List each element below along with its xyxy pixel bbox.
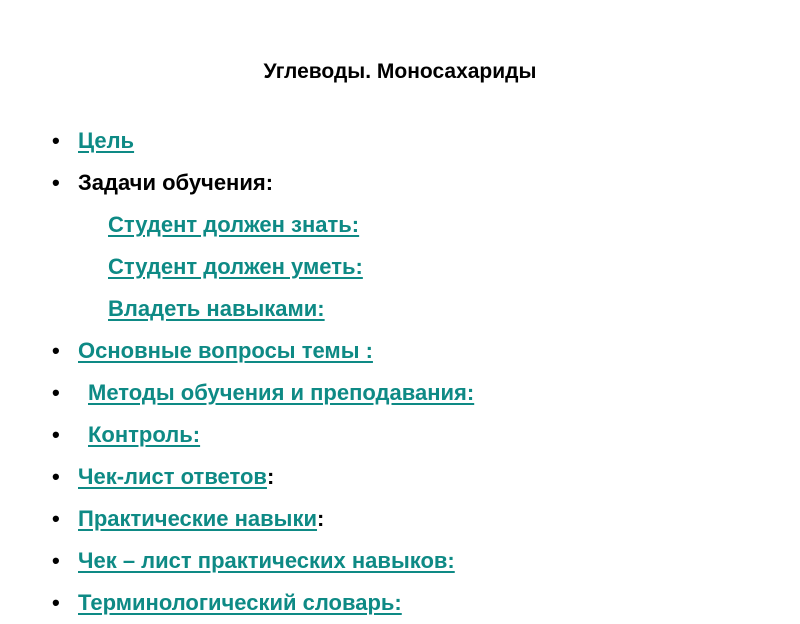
list-item-teaching-methods <box>52 372 772 414</box>
link-student-should-know[interactable]: Студент должен знать: <box>108 212 360 237</box>
list-item-control <box>52 414 772 456</box>
link-main-questions[interactable]: Основные вопросы темы : <box>78 338 373 363</box>
slide-title: Углеводы. Моносахариды <box>263 60 537 83</box>
list-item-glossary <box>52 582 772 624</box>
link-goal[interactable]: Цель <box>78 128 135 153</box>
list-item-goal <box>52 120 772 162</box>
bullet-icon: • <box>52 170 60 195</box>
bullet-icon: • <box>52 338 60 363</box>
list-item-skills-checklist <box>52 540 772 582</box>
list-item-practical-skills <box>52 498 772 540</box>
bullet-icon: • <box>52 506 60 531</box>
list-item-student-should-know <box>52 204 772 246</box>
link-control[interactable]: Контроль: <box>88 422 201 447</box>
list-item-main-questions <box>52 330 772 372</box>
link-student-should-be-able[interactable]: Студент должен уметь: <box>108 254 363 279</box>
list-item-learning-tasks <box>52 162 772 204</box>
bullet-icon: • <box>52 548 60 573</box>
bullet-icon: • <box>52 380 60 405</box>
link-practical-skills[interactable]: Практические навыки <box>78 506 318 531</box>
outline-list <box>52 120 772 624</box>
bullet-icon: • <box>52 590 60 615</box>
practical-skills-colon: : <box>317 506 325 531</box>
bullet-icon: • <box>52 464 60 489</box>
learning-tasks-label: Задачи обучения: <box>78 170 274 195</box>
link-answer-checklist[interactable]: Чек-лист ответов <box>78 464 267 489</box>
list-item-master-skills <box>52 288 772 330</box>
link-teaching-methods[interactable]: Методы обучения и преподавания: <box>88 380 475 405</box>
answer-checklist-colon: : <box>266 464 275 489</box>
link-skills-checklist[interactable]: Чек – лист практических навыков: <box>78 548 455 573</box>
bullet-icon: • <box>52 422 60 447</box>
link-master-skills[interactable]: Владеть навыками: <box>108 296 325 321</box>
list-item-answer-checklist <box>52 456 772 498</box>
list-item-student-should-be-able <box>52 246 772 288</box>
bullet-icon: • <box>52 128 60 153</box>
link-glossary[interactable]: Терминологический словарь: <box>78 590 402 615</box>
